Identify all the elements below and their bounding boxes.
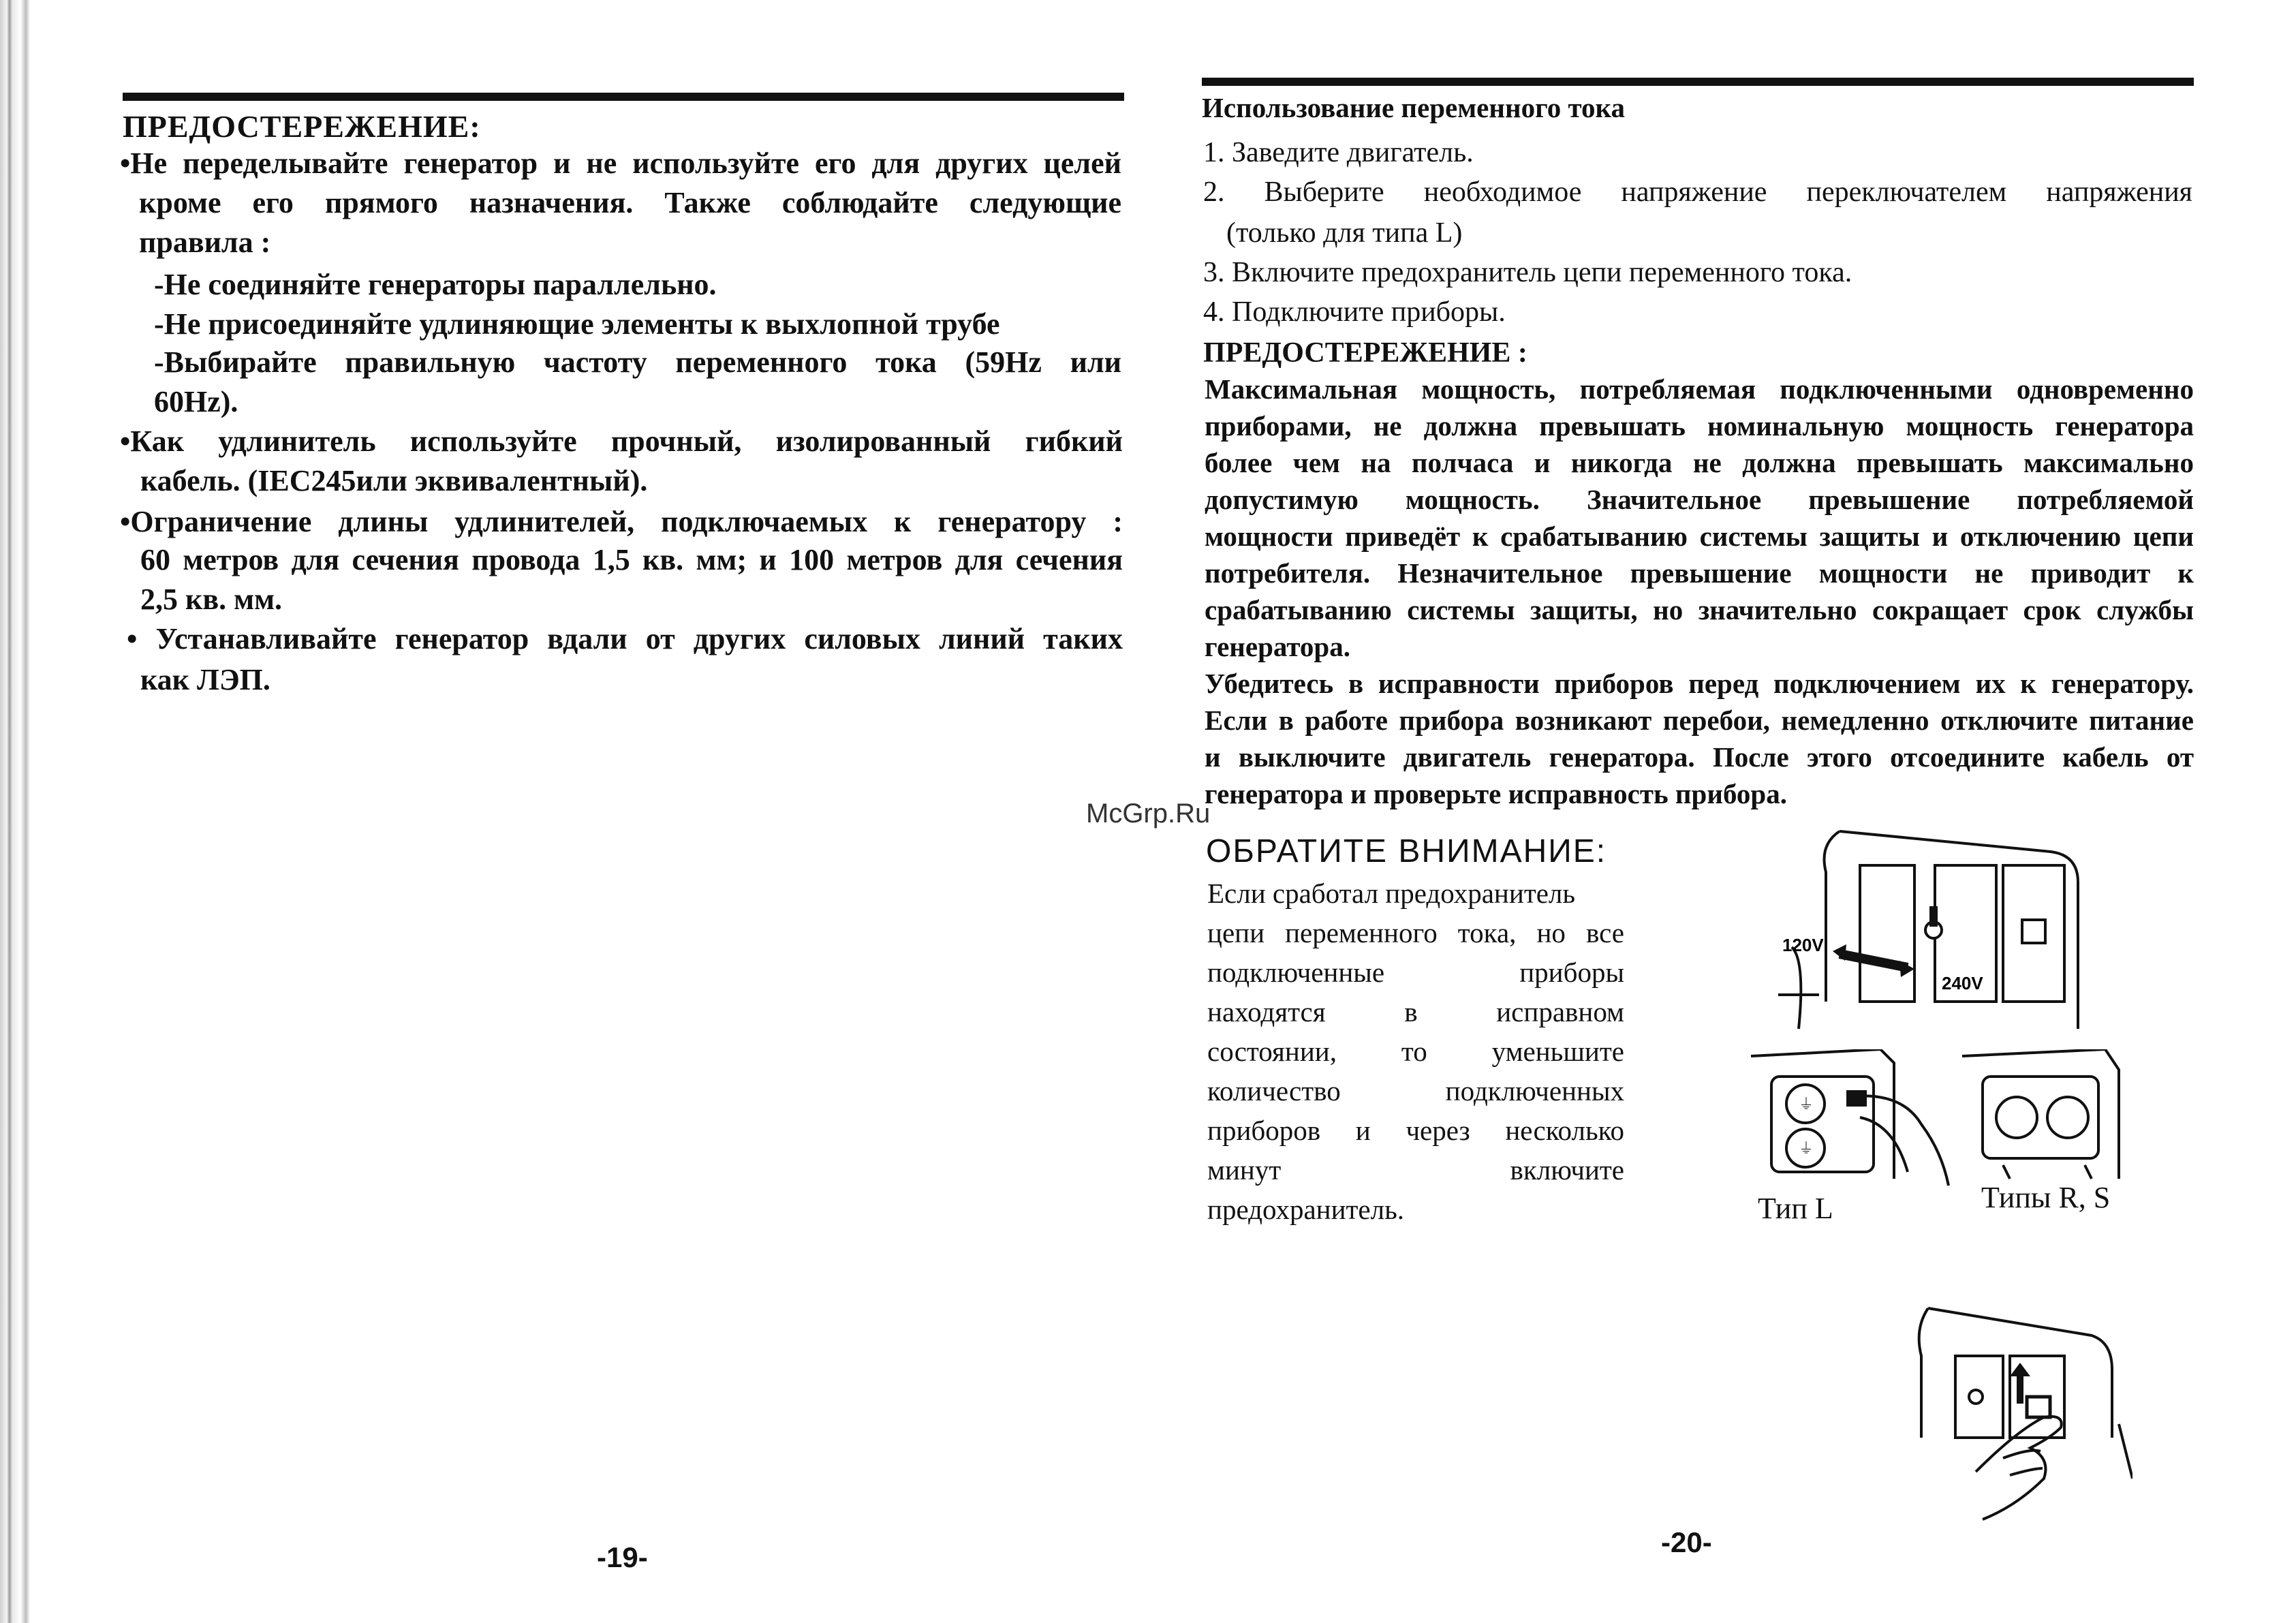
caution-line: допустимую мощность. Значительное превышение потребляемой (1205, 484, 2194, 515)
note-line: минут включите (1207, 1154, 1624, 1186)
left-subitem: -Не соединяйте генераторы параллельно. (154, 268, 717, 301)
left-bullet-2-line: •Как удлинитель используйте прочный, изолированный гибкий (120, 424, 1123, 458)
label-240v: 240V (1942, 973, 1983, 993)
caution-line: более чем на полчаса и никогда не должна превышать максимально (1205, 447, 2194, 478)
type-l-outlet-illustration (1744, 1049, 1962, 1192)
caution-line: срабатыванию системы защиты, но значительно сокращает срок службы (1205, 594, 2194, 625)
note-paragraph (1207, 874, 1624, 1229)
right-page-number: -20- (1661, 1526, 1712, 1558)
left-bullet-4-line: • Устанавливайте генератор вдали от других силовых линий таких (127, 622, 1123, 655)
left-bullet-3-line: •Ограничение длины удлинителей, подключаемых к генератору : (120, 505, 1123, 538)
label-120v: 120V (1782, 935, 1824, 955)
caution-line: Максимальная мощность, потребляемая подключенными одновременно (1205, 373, 2194, 405)
left-top-rule (123, 93, 1124, 101)
step-1: 1. Заведите двигатель. (1203, 137, 1474, 168)
left-subitem: 60Hz). (154, 385, 238, 418)
left-bullet-1-line: •Не переделывайте генератор и не используйте его для других целей (120, 146, 1121, 180)
left-page-number: -19- (597, 1541, 648, 1573)
left-caution-heading: ПРЕДОСТЕРЕЖЕНИЕ: (123, 109, 481, 144)
step-4: 4. Подключите приборы. (1203, 296, 1506, 328)
note-line: предохранитель. (1207, 1194, 1405, 1225)
note-heading: ОБРАТИТЕ ВНИМАНИЕ: (1206, 833, 1607, 869)
step-2: 2. Выберите необходимое напряжение переключателем напряжения (1203, 176, 2192, 208)
check-line: генератора и проверьте исправность прибора. (1205, 778, 1787, 809)
note-line: Если сработал предохранитель (1207, 878, 1576, 909)
left-bullet-1-line: кроме его прямого назначения. Также соблюдайте следующие (139, 186, 1121, 219)
left-subitem: -Не присоединяйте удлиняющие элементы к выхлопной трубе (154, 307, 1000, 341)
check-line: Если в работе прибора возникают перебои, немедленно отключите питание (1205, 705, 2194, 736)
caution-paragraph (1205, 371, 2194, 812)
step-3: 3. Включите предохранитель цепи переменного тока. (1203, 257, 1852, 288)
left-bullet-3-line: 2,5 кв. мм. (140, 583, 283, 616)
left-bullet-3-line: 60 метров для сечения провода 1,5 кв. мм; и 100 метров для сечения (140, 543, 1123, 576)
caution-line: потребителя. Незначительное превышение мощности не приводит к (1205, 557, 2194, 589)
step-2-note: (только для типа L) (1226, 217, 1463, 249)
check-line: и выключите двигатель генератора. После этого отсоедините кабель от (1205, 741, 2194, 773)
caption-type-rs: Типы R, S (1981, 1181, 2111, 1214)
section-title: Использование переменного тока (1202, 92, 1626, 123)
watermark: McGrp.Ru (1086, 799, 1211, 829)
type-rs-outlet-illustration (1955, 1049, 2126, 1186)
note-line: цепи переменного тока, но все (1207, 917, 1624, 948)
note-line: приборов и через несколько (1207, 1115, 1624, 1146)
check-line: Убедитесь в исправности приборов перед подключением их к генератору. (1205, 668, 2194, 699)
note-line: подключенные приборы (1207, 957, 1624, 988)
svg-text:⏚: ⏚ (1799, 1096, 1814, 1113)
binding-edge (0, 0, 31, 1623)
left-bullet-4-line: как ЛЭП. (140, 663, 270, 696)
left-bullet-2-line: кабель. (IEC245или эквивалентный). (140, 464, 648, 497)
caution-line: мощности приведёт к срабатыванию системы защиты и отключению цепи (1205, 521, 2194, 552)
caution-line: генератора. (1205, 631, 1350, 662)
caution-line: приборами, не должна превышать номинальную мощность генератора (1205, 410, 2194, 442)
caption-type-l: Тип L (1758, 1192, 1833, 1225)
left-subitem: -Выбирайте правильную частоту переменного тока (59Hz или (154, 345, 1121, 379)
note-line: состоянии, то уменьшите (1207, 1036, 1624, 1067)
right-caution-heading: ПРЕДОСТЕРЕЖЕНИЕ : (1203, 337, 1527, 369)
note-line: количество подключенных (1207, 1075, 1624, 1107)
right-top-rule (1202, 78, 2194, 86)
svg-text:⏚: ⏚ (1799, 1140, 1814, 1157)
breaker-reset-illustration (1914, 1301, 2132, 1526)
note-line: находятся в исправном (1207, 996, 1624, 1027)
voltage-switch-illustration (1778, 824, 2098, 1042)
left-bullet-1-line: правила : (139, 226, 271, 259)
